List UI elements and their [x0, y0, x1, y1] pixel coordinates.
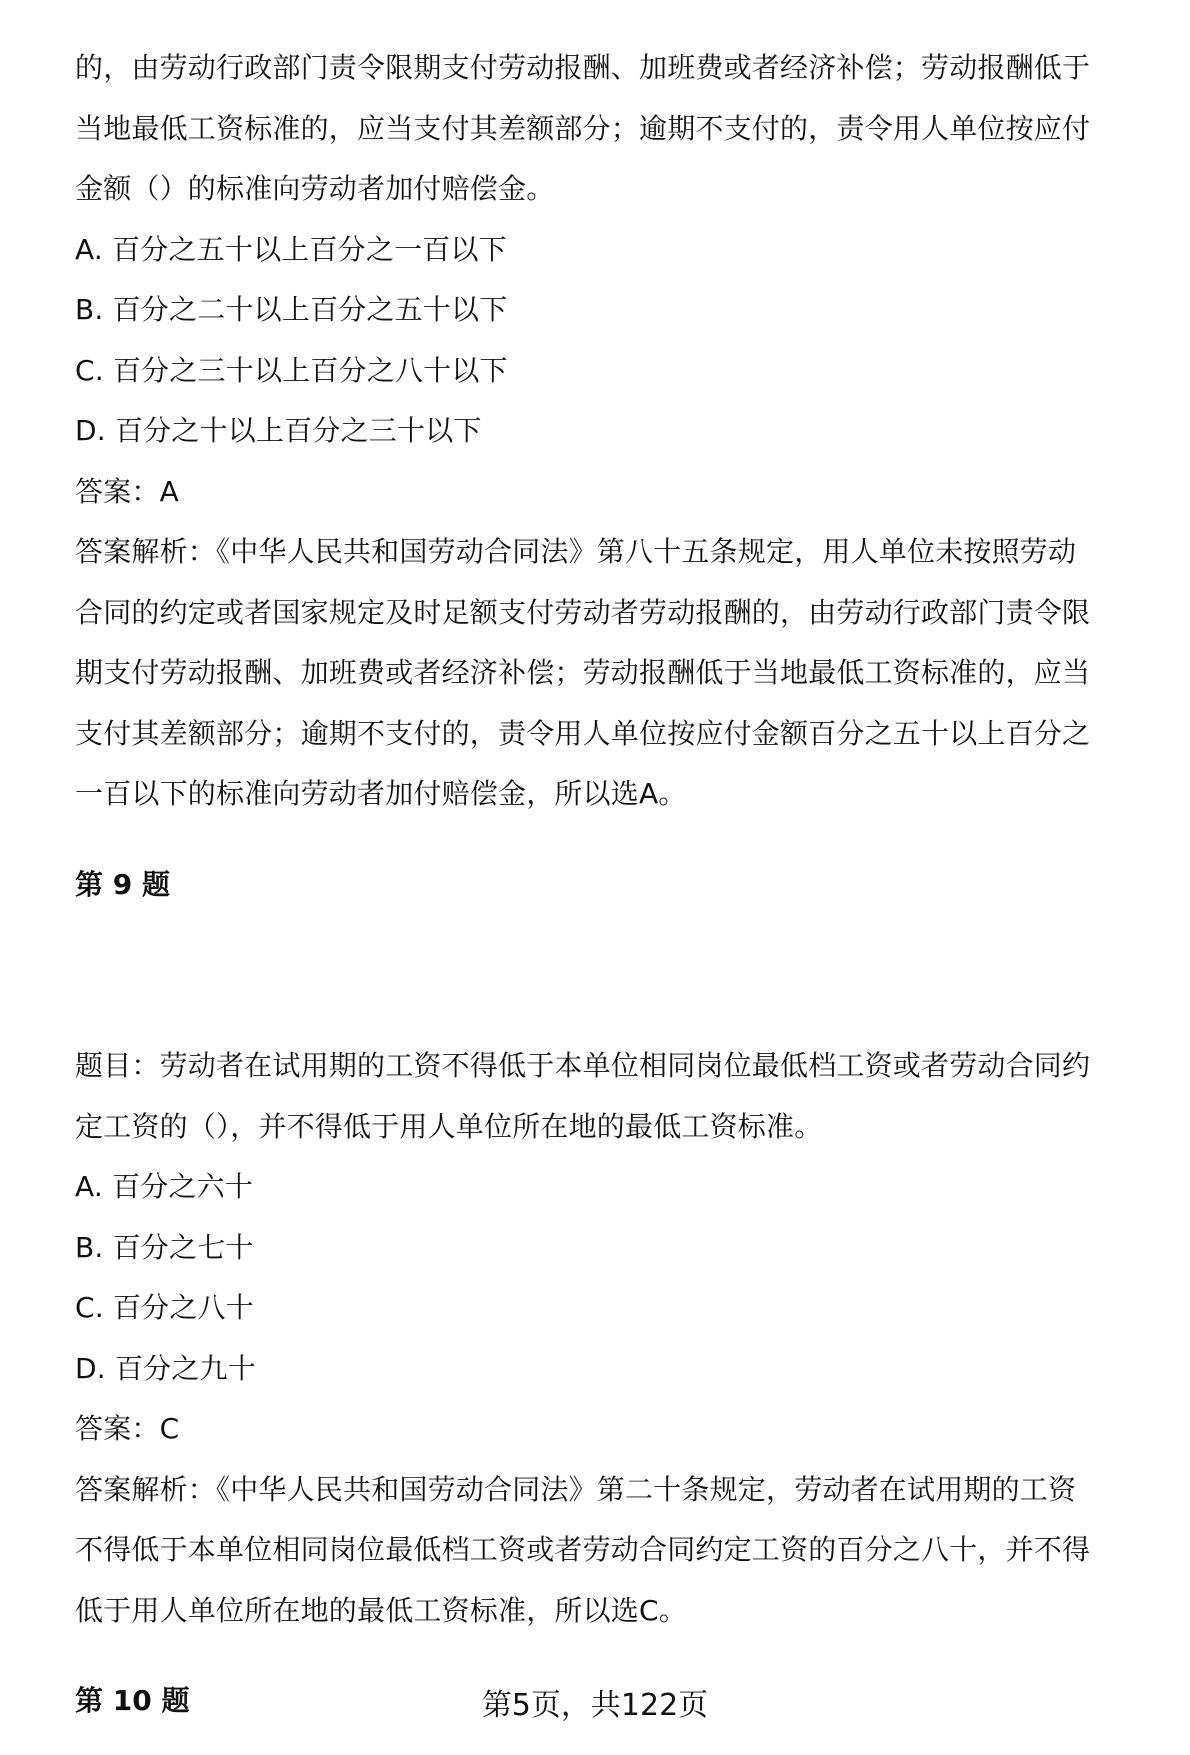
stem-line: 题目：劳动者在试用期的工资不得低于本单位相同岗位最低档工资或者劳动合同约 — [75, 1049, 1091, 1082]
option-c: C. 百分之三十以上百分之八十以下 — [75, 353, 508, 387]
option-b: B. 百分之七十 — [75, 1230, 254, 1264]
option-c: C. 百分之八十 — [75, 1291, 254, 1324]
document-page — [75, 38, 1163, 1732]
stem-line: 定工资的（），并不得低于用人单位所在地的最低工资标准。 — [75, 1109, 823, 1143]
option-a: A. 百分之五十以上百分之一百以下 — [75, 232, 507, 266]
analysis-line: 期支付劳动报酬、加班费或者经济补偿；劳动报酬低于当地最低工资标准的，应当 — [75, 656, 1091, 689]
question-9-analysis — [75, 1460, 1163, 1642]
stem-line: 当地最低工资标准的，应当支付其差额部分；逾期不支付的，责令用人单位按应付 — [75, 111, 1091, 145]
option-d: D. 百分之十以上百分之三十以下 — [75, 414, 482, 447]
analysis-line: 支付其差额部分；逾期不支付的，责令用人单位按应付金额百分之五十以上百分之 — [75, 716, 1091, 750]
analysis-line: 一百以下的标准向劳动者加付赔偿金，所以选A。 — [75, 777, 687, 810]
analysis-line: 答案解析：《中华人民共和国劳动合同法》第八十五条规定，用人单位未按照劳动 — [75, 535, 1077, 568]
stem-line: 金额（）的标准向劳动者加付赔偿金。 — [75, 172, 555, 205]
question-9-stem — [75, 1036, 1163, 1157]
question-8-analysis — [75, 522, 1163, 825]
stem-line: 的，由劳动行政部门责令限期支付劳动报酬、加班费或者经济补偿；劳动报酬低于 — [75, 51, 1091, 84]
analysis-line: 不得低于本单位相同岗位最低档工资或者劳动合同约定工资的百分之八十，并不得 — [75, 1533, 1091, 1566]
option-d: D. 百分之九十 — [75, 1351, 256, 1385]
page-number: 第5页，共122页 — [481, 1688, 709, 1723]
question-10-heading: 第 10 题 — [75, 1684, 190, 1717]
question-8-options — [75, 220, 1163, 462]
analysis-line: 合同的约定或者国家规定及时足额支付劳动者劳动报酬的，由劳动行政部门责令限 — [75, 595, 1091, 629]
option-b: B. 百分之二十以上百分之五十以下 — [75, 293, 508, 326]
analysis-line: 答案解析：《中华人民共和国劳动合同法》第二十条规定，劳动者在试用期的工资 — [75, 1472, 1077, 1506]
analysis-line: 低于用人单位所在地的最低工资标准，所以选C。 — [75, 1593, 687, 1627]
question-8-stem — [75, 38, 1163, 220]
question-9-options — [75, 1157, 1163, 1399]
question-9-heading: 第 9 题 — [75, 867, 170, 901]
option-a: A. 百分之六十 — [75, 1170, 254, 1203]
question-9-answer: 答案：C — [75, 1412, 180, 1445]
question-8-answer: 答案：A — [75, 474, 179, 508]
